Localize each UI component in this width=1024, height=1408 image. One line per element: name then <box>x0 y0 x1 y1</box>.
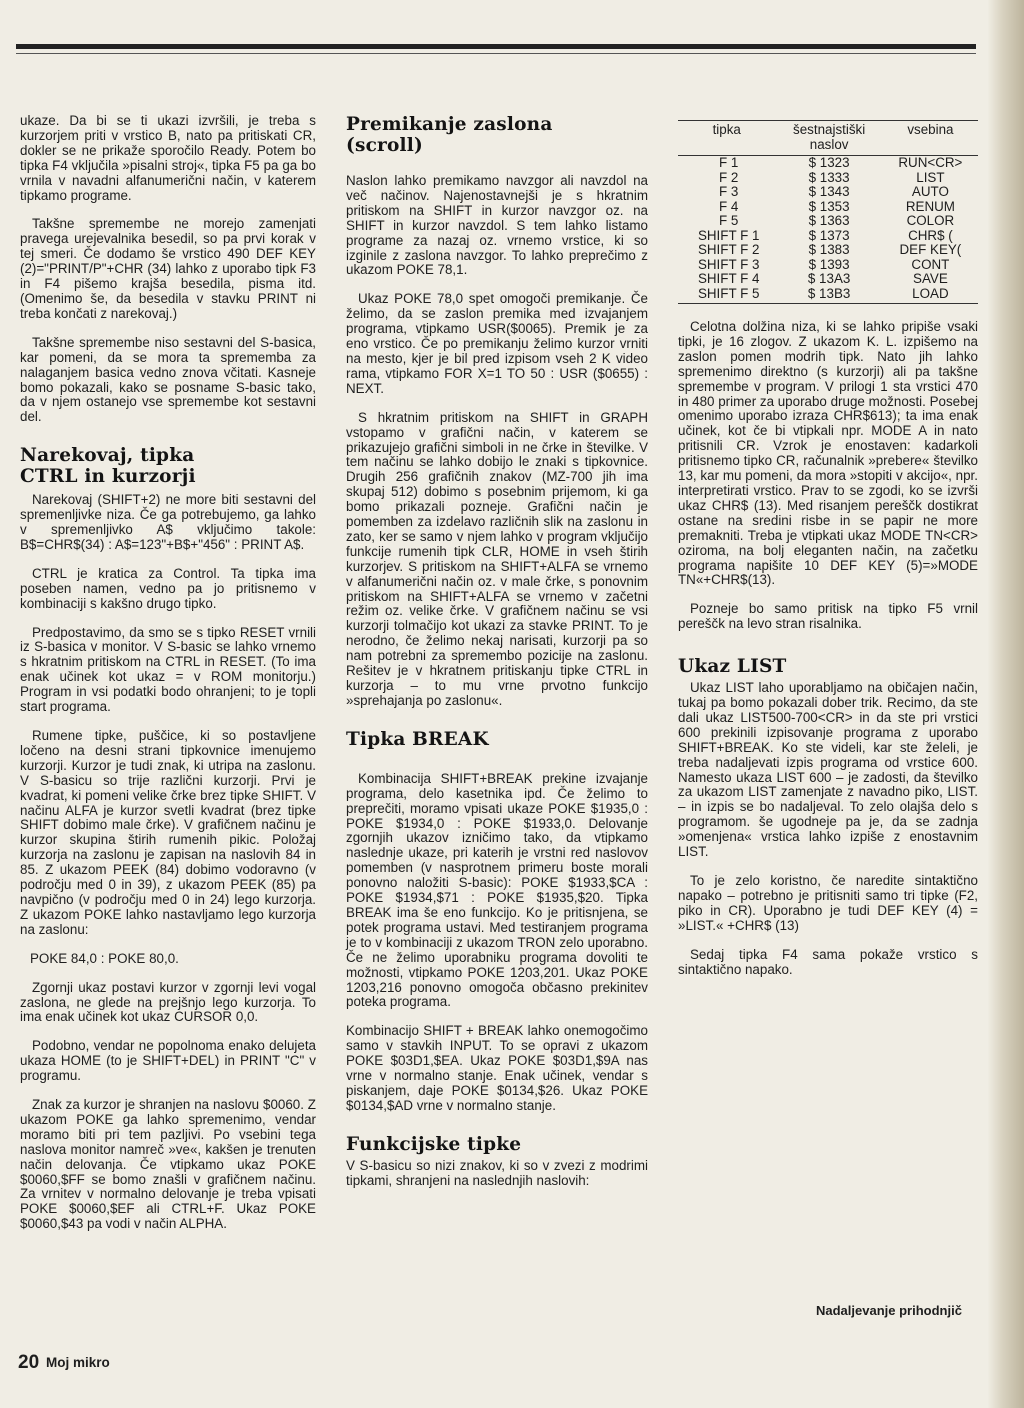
paragraph: CTRL je kratica za Control. Ta tipka ima poseben namen, vedno pa jo pritisnemo v kombinaciji s kakšno drugo tipko. <box>20 565 316 611</box>
table-cell: $ 1323 <box>808 155 850 170</box>
column-middle <box>346 114 648 1203</box>
publication-name: Moj mikro <box>46 1355 110 1370</box>
paragraph: Kombinacijo SHIFT + BREAK lahko onemogočimo samo v stavkih INPUT. To se opravi z ukazom POKE $03D1,$EA. Ukaz POKE $03D1,$9A nas vrne v normalno stanje. Enak učinek, vendar s piskanjem, daje POKE $0134,$26. Ukaz POKE $0134,$AD vrne v normalno stanje. <box>346 1023 648 1113</box>
table-row <box>678 272 978 287</box>
page-edge-shadow <box>988 0 1024 1408</box>
table-cell: LOAD <box>883 287 978 304</box>
table-cell: SAVE <box>913 271 948 286</box>
table-cell: CHR$ ( <box>908 227 953 243</box>
section-heading-list: Ukaz LIST <box>678 656 787 678</box>
table-row <box>678 229 978 244</box>
table-cell: SHIFT F 3 <box>697 256 760 272</box>
continued-note: Nadaljevanje prihodnjič <box>816 1303 962 1318</box>
paragraph: S hkratnim pritiskom na SHIFT in GRAPH vstopamo v grafični način, v katerem se prikazujejo grafični simboli in ne črke in številke. V tem načinu se lahko dobijo le znaki s tipkovnice. Drugih 256 grafičnih znakov (MZ-700 jih ima skupaj 512) dobimo s posebnim prijemom, ki ga bomo prikazali pozneje. Grafični način je pomemben za izdelavo različnih slik na zaslonu in zato, ker se samo v njem lahko v program vključijo funkcije rumenih tipk CLR, HOME in vseh štirih kurzorjev. S pritiskom na SHIFT+ALFA se vrnemo v alfanumerični način oz. v male črke, s ponovnim pritiskom na SHIFT+ALFA se vrnemo v začetni režim oz. velike črke. V grafičnem načinu se vsi kurzorji tolmačijo kot ukazi za stavke PRINT. To je nerodno, če želimo nekaj narisati, kurzorji pa so nam potrebni za spremembo pozicije na zaslonu. Rešitev je v hkratnem pritiskanju tipke CTRL in kurzorja – to mu vrne prvotno funkcijo »sprehajanja po zaslonu«. <box>346 409 648 708</box>
section-heading-quote-ctrl-cursors: Narekovaj, tipka CTRL in kurzorji <box>20 445 196 488</box>
table-cell: RENUM <box>905 198 955 214</box>
table-cell: SHIFT F 5 <box>678 287 775 304</box>
paragraph: To je zelo koristno, če naredite sintaktično napako – potrebno je pritisniti samo tri tipke (F2, piko in CR). Uporabno je tudi DEF KEY (4) = »LIST.« +CHR$ (13) <box>678 873 978 933</box>
paragraph: Predpostavimo, da smo se s tipko RESET vrnili iz S-basica v monitor. V S-basic se lahko vrnemo s hkratnim pritiskom na CTRL in RESET. (To ima enak učinek kot ukaz = v ROM monitorju.) Program in vsi podatki bodo ohranjeni; to je topli start programa. <box>20 624 316 715</box>
header-rule-thin <box>16 53 976 54</box>
table-cell: DEF KEY( <box>899 242 962 257</box>
page-number: 20 <box>18 1352 40 1373</box>
table-cell: $ 13A3 <box>807 271 851 286</box>
table-cell: F 2 <box>719 169 739 185</box>
table-cell: SHIFT F 1 <box>697 227 760 243</box>
paragraph: Ukaz LIST laho uporabljamo na običajen način, tukaj pa bomo pokazali dober trik. Recimo, da ste dali ukaz LIST500-700<CR> in da ste pri vrstici 600 prekinili izpisovanje programa z uporabo SHIFT+BREAK. Ko ste videli, kar ste želeli, je treba nadaljevati izpis programa od vrstice 600. Namesto ukaza LIST 600 – je zadosti, da številko za ukazom LIST zamenjate z navadno piko, LIST. – in izpis se bo nadaljeval. To zelo olajša delo s programom. še ugodneje pa je, da se zadnja »omenjena« vrstica lahko izpiše z enostavnim LIST. <box>678 680 978 860</box>
paragraph: ukaze. Da bi se ti ukazi izvršili, je treba s kurzorjem priti v vrstico B, nato pa pritiskati CR, dokler se ne prikaže sporočilo Ready. Potem bo tipka F4 vključila »pisalni stroj«, tipka F5 pa ga bo vrnila v navadni alfanumerični način, v katerem tipkamo programe. <box>20 113 316 203</box>
table-cell: $ 13B3 <box>775 287 882 304</box>
paragraph: Sedaj tipka F4 sama pokaže vrstico s sintaktično napako. <box>678 946 978 977</box>
table-cell: AUTO <box>911 184 949 199</box>
table-header: vsebina <box>883 121 978 156</box>
table-row <box>678 243 978 258</box>
table-cell: LIST <box>916 169 945 185</box>
table-cell: CONT <box>911 256 950 272</box>
table-row <box>678 287 978 304</box>
table-header: tipka <box>678 121 775 156</box>
table-row <box>678 171 978 186</box>
code-line: POKE 84,0 : POKE 80,0. <box>30 950 179 966</box>
paragraph: Narekovaj (SHIFT+2) ne more biti sestavni del spremenljivke niza. Če ga potrebujemo, ga lahko v spremenljivko A$ vključimo takole: B$=CHR$(34) : A$=123"+B$+"456" : PRINT A$. <box>20 492 316 552</box>
table-cell: F 5 <box>719 213 739 228</box>
section-heading-function-keys: Funkcijske tipke <box>346 1133 522 1155</box>
function-key-table <box>678 120 978 304</box>
paragraph: Celotna dolžina niza, ki se lahko pripiše vsaki tipki, je 16 zlogov. Z ukazom K. L. izpišemo na zaslon pomen modrih tipk. Nato jih lahko spremenimo direktno (s kurzorji) ali pa takšne spremembe v program. V prilogi 1 sta vrstici 470 in 480 primer za uporabo druge možnosti. Posebej omenimo uporabo izraza CHR$613); ta ima enak učinek, kot če bi vtipkali npr. MODE A in nato pritisnili CR. Vzrok je enostaven: kadarkoli pritisnemo tipko CR, računalnik »prebere« številko 13, kar mu pomeni, da mora »stopiti v akcijo«, npr. interpretirati vrstico. Prav to se zgodi, ko se izvrši ukaz CHR$ (13). Med risanjem pereščk dostikrat ostane na sredini risbe in se papir ne more premakniti. Treba je vtipkati ukaz MODE TN<CR> oziroma, na bolj eleganten način, na začetku programa napišite 10 DEF KEY (5)=»MODE TN«+CHR$(13). <box>678 319 978 588</box>
paragraph: Kombinacija SHIFT+BREAK prekine izvajanje programa, delo kasetnika ipd. Če želimo to preprečiti, moramo vpisati ukaze POKE $1935,0 : POKE $1934,0 : POKE $1933,0. Delovanje zgornjih ukazov izničimo tako, da vtipkamo naslednje ukaze, pri katerih je vrstni red naslovov pomemben (v nasprotnem primeru boste morali ponovno naložiti S-basic): POKE $1933,$CA : POKE $1934,$71 : POKE $1935,$20. Tipka BREAK ima še eno funkcijo. Ko je pritisnjena, se potek programa ustavi. Med testiranjem programa je to v kombinaciji z ukazom TRON zelo uporabno. Če ne želimo uporabniku programa dovoliti te možnosti, vtipkamo POKE 1203,201. Ukaz POKE 1203,216 ponovno omogoča občasno prekinitev poteka programa. <box>346 770 648 1010</box>
section-heading-break: Tipka BREAK <box>346 728 489 750</box>
table-row <box>678 200 978 215</box>
paragraph: Takšne spremembe ne morejo zamenjati pravega urejevalnika besedil, so pa prvi korak v tej smeri. Če dodamo še vrstico 490 DEF KEY (2)="PRINT/P"+CHR (34) lahko z uporabo tipk F3 in F4 pišemo krajša besedila, pisma itd. (Omenimo še, da besedila v stavku PRINT ni treba končati z narekovaj.) <box>20 216 316 321</box>
paragraph: Takšne spremembe niso sestavni del S-basica, kar pomeni, da se mora ta sprememba za nalaganjem basica vedno znova včitati. Kasneje bomo pokazali, kako se posname S-basic tako, da v njem ostanejo vse spremembe kot sestavni del. <box>20 334 316 425</box>
section-heading-scroll: Premikanje zaslona (scroll) <box>346 114 553 156</box>
paragraph: Rumene tipke, puščice, ki so postavljene ločeno na desni strani tipkovnice imenujemo kurzorji. Kurzor je tudi znak, ki utripa na zaslonu. V S-basicu so trije različni kurzorji. Prvi je kvadrat, ki pomeni velike črke brez tipke SHIFT. V načinu ALFA je kurzor svetli kvadrat (brez tipke SHIFT dobimo male črke). V grafičnem načinu je kurzor skupina štirih rumenih pikic. Položaj kurzorja na zaslonu je zapisan na naslovih 84 in 85. Z ukazom PEEK (84) dobimo vodoravno (v področju med 0 in 39), z ukazom PEEK (85) pa navpično (v področju med 0 in 24) lego kurzorja. Z ukazom POKE lahko nastavljamo lego kurzorja na zaslonu: <box>20 728 316 937</box>
table-cell: $ 1373 <box>808 227 850 243</box>
table-cell: COLOR <box>906 213 955 228</box>
paragraph: Pozneje bo samo pritisk na tipko F5 vrnil pereščk na levo stran risalnika. <box>678 601 978 632</box>
paragraph: Podobno, vendar ne popolnoma enako delujeta ukaza HOME (to je SHIFT+DEL) in PRINT "C" v programu. <box>20 1038 316 1084</box>
table-row <box>678 258 978 273</box>
table-cell: $ 1333 <box>808 169 850 185</box>
table-cell: SHIFT F 4 <box>697 271 760 286</box>
header-rule-thick <box>16 44 976 49</box>
table-cell: F 1 <box>719 155 739 170</box>
table-row <box>678 156 978 171</box>
paragraph: Znak za kurzor je shranjen na naslovu $0060. Z ukazom POKE ga lahko spremenimo, vendar moramo biti pri tem pazljivi. Po vsebini tega naslova monitor namreč »ve«, kakšen je trenuten način delovanja. Če vtipkamo ukaz POKE $0060,$FF se bomo znašli v grafičnem načinu. Za vrnitev v normalno delovanje je treba vpisati POKE $0060,$EF ali CTRL+F. Ukaz POKE $0060,$43 pa vodi v način ALPHA. <box>20 1097 316 1232</box>
paragraph: Ukaz POKE 78,0 spet omogoči premikanje. Če želimo, da se zaslon premika med izvajanjem programa, vtipkamo USR($0065). Premik je za eno vrstico. Če po premikanju želimo kurzor vrniti na mesto, kjer je bil pred izpisom vseh 2 K video rama, vtipkamo FOR X=1 TO 50 : USR ($0655) : NEXT. <box>346 291 648 396</box>
table-cell: $ 1363 <box>808 213 850 228</box>
column-right <box>678 120 978 991</box>
table-cell: F 4 <box>719 198 739 214</box>
table-cell: RUN<CR> <box>898 155 963 170</box>
table-cell: $ 1343 <box>808 184 850 199</box>
table-row <box>678 185 978 200</box>
column-left <box>20 114 316 1246</box>
table-header: šestnajstiški naslov <box>775 121 882 156</box>
table-cell: SHIFT F 2 <box>697 242 760 257</box>
paragraph: Zgornji ukaz postavi kurzor v zgornji levi vogal zaslona, ne glede na prejšnjo lego kurzorja. To ima enak učinek kot ukaz CURSOR 0,0. <box>20 979 316 1025</box>
paragraph: V S-basicu so nizi znakov, ki so v zvezi z modrimi tipkami, shranjeni na naslednjih naslovih: <box>346 1157 648 1188</box>
table-cell: $ 1353 <box>808 198 850 214</box>
table-row <box>678 214 978 229</box>
table-cell: $ 1393 <box>808 256 850 272</box>
paragraph: Naslon lahko premikamo navzgor ali navzdol na več načinov. Najenostavnejši je s hkratnim pritiskom na SHIFT in kurzor navzgor oz. na SHIFT in kurzor navzdol. S tem lahko listamo programe za nazaj oz. vrnemo vrstice, ki so izginile z zaslona navzgor. To lahko preprečimo z ukazom POKE 78,1. <box>346 173 648 278</box>
table-cell: $ 1383 <box>808 242 850 257</box>
table-cell: F 3 <box>719 184 739 199</box>
